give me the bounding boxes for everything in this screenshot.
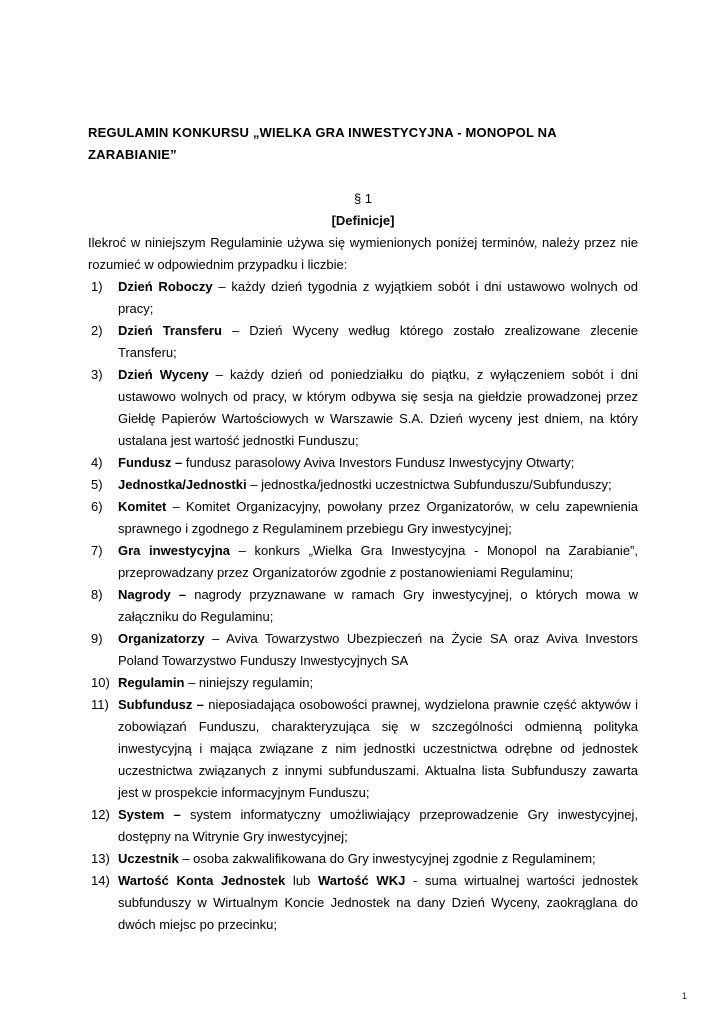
- section-heading: [Definicje]: [331, 213, 395, 228]
- definition-item: [88, 584, 638, 628]
- definition-text: Jednostka/Jednostki – jednostka/jednostki uczestnictwa Subfunduszu/Subfunduszy;: [118, 477, 612, 492]
- definition-item: [88, 496, 638, 540]
- definition-item: [88, 320, 638, 364]
- definition-item: [88, 276, 638, 320]
- definition-text: Dzień Roboczy – każdy dzień tygodnia z wyjątkiem sobót i dni ustawowo wolnych od pracy;: [118, 279, 638, 316]
- definition-number: 1): [91, 279, 103, 294]
- definition-number: 6): [91, 499, 103, 514]
- definition-text: Nagrody – nagrody przyznawane w ramach Gry inwestycyjnej, o których mowa w załączniku do Regulaminu;: [118, 587, 638, 624]
- definition-number: 4): [91, 455, 103, 470]
- definition-number: 5): [91, 477, 103, 492]
- definition-text: Subfundusz – nieposiadająca osobowości prawnej, wydzielona prawnie część aktywów i zobowiązań Funduszu, charakteryzująca się w szczególności odmienną polityka inwestycyjną i mająca związane z nim jednostki uczestnictwa odrębne od jednostek uczestnictwa związanych z innymi subfunduszami. Aktualna lista Subfunduszy zawarta jest w prospekcie informacyjnym Funduszu;: [118, 697, 639, 800]
- definition-item: [88, 540, 638, 584]
- definition-number: 12): [91, 807, 110, 822]
- document-content: [88, 122, 638, 936]
- definition-item: [88, 870, 638, 936]
- definition-item: [88, 672, 638, 694]
- definition-item: [88, 804, 638, 848]
- definition-text: Komitet – Komitet Organizacyjny, powołany przez Organizatorów, w celu zapewnienia sprawnego i zgodnego z Regulaminem przebiegu Gry inwestycyjnej;: [118, 499, 638, 536]
- definitions-list: [88, 276, 638, 936]
- definition-text: Regulamin – niniejszy regulamin;: [118, 675, 314, 690]
- definition-item: [88, 694, 638, 804]
- definition-text: Wartość Konta Jednostek lub Wartość WKJ - suma wirtualnej wartości jednostek subfunduszy w Wirtualnym Koncie Jednostek na dany Dzień Wyceny, zaokrąglana do dwóch miejsc po przecinku;: [118, 873, 638, 932]
- definition-number: 11): [91, 697, 109, 712]
- definition-item: [88, 452, 638, 474]
- definition-text: Organizatorzy – Aviva Towarzystwo Ubezpieczeń na Życie SA oraz Aviva Investors Poland Towarzystwo Funduszy Inwestycyjnych SA: [118, 631, 638, 668]
- section-number: § 1: [353, 191, 373, 206]
- definition-number: 10): [91, 675, 110, 690]
- definition-item: [88, 628, 638, 672]
- definition-number: 7): [91, 543, 103, 558]
- definition-number: 9): [91, 631, 103, 646]
- definition-item: [88, 848, 638, 870]
- definition-text: Dzień Transferu – Dzień Wyceny według którego zostało zrealizowane zlecenie Transferu;: [118, 323, 638, 360]
- definition-number: 2): [91, 323, 103, 338]
- definition-text: Fundusz – fundusz parasolowy Aviva Investors Fundusz Inwestycyjny Otwarty;: [118, 455, 575, 470]
- document-title: REGULAMIN KONKURSU „WIELKA GRA INWESTYCYJNA - MONOPOL NA ZARABIANIE”: [88, 125, 557, 162]
- definition-item: [88, 364, 638, 452]
- definition-text: Uczestnik – osoba zakwalifikowana do Gry inwestycyjnej zgodnie z Regulaminem;: [118, 851, 596, 866]
- definition-number: 3): [91, 367, 103, 382]
- definition-number: 14): [91, 873, 110, 888]
- page-number: 1: [681, 991, 687, 1001]
- intro-paragraph: Ilekroć w niniejszym Regulaminie używa się wymienionych poniżej terminów, należy przez nie rozumieć w odpowiednim przypadku i liczbie:: [88, 235, 638, 272]
- definition-text: System – system informatyczny umożliwiający przeprowadzenie Gry inwestycyjnej, dostępny na Witrynie Gry inwestycyjnej;: [118, 807, 638, 844]
- definition-number: 13): [91, 851, 110, 866]
- definition-item: [88, 474, 638, 496]
- definition-text: Dzień Wyceny – każdy dzień od poniedziałku do piątku, z wyłączeniem sobót i dni ustawowo wolnych od pracy, w którym odbywa się sesja na giełdzie prowadzonej przez Giełdę Papierów Wartościowych w Warszawie S.A. Dzień wyceny jest dniem, na który ustalana jest wartość jednostki Funduszu;: [118, 367, 638, 448]
- definition-text: Gra inwestycyjna – konkurs „Wielka Gra Inwestycyjna - Monopol na Zarabianie”, przeprowadzany przez Organizatorów zgodnie z postanowieniami Regulaminu;: [118, 543, 638, 580]
- definition-number: 8): [91, 587, 103, 602]
